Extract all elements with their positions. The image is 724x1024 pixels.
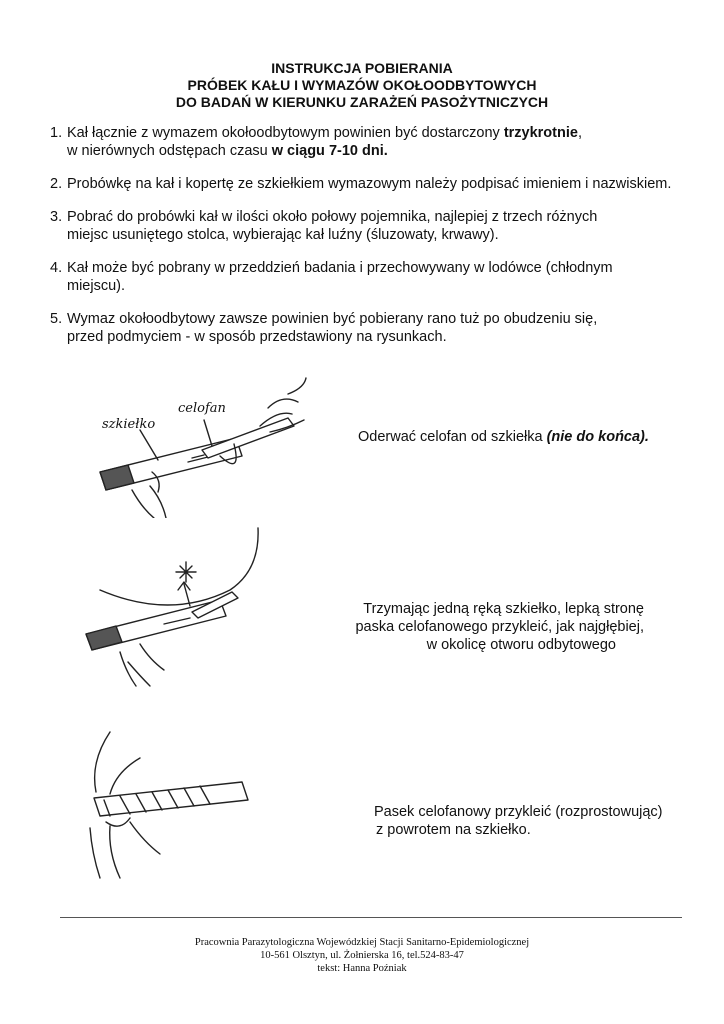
item-text: przed podmyciem - w sposób przedstawiony na rysunkach. <box>67 329 447 345</box>
instruction-item-2 <box>50 175 700 193</box>
item-text: Probówkę na kał i kopertę ze szkiełkiem wymazowym należy podpisać imieniem i nazwiskiem. <box>67 176 672 192</box>
label-cellophane: celofan <box>178 401 226 416</box>
label-glass: szkiełko <box>102 417 156 432</box>
caption-line: Pasek celofanowy przykleić (rozprostowując) <box>374 804 663 820</box>
title-line-2: PRÓBEK KAŁU I WYMAZÓW OKOŁOODBYTOWYCH <box>187 77 537 93</box>
item-number: 4. <box>50 260 63 276</box>
instruction-item-1 <box>50 124 700 160</box>
item-text: Kał może być pobrany w przeddzień badania i przechowywany w lodówce (chłodnym <box>67 260 613 276</box>
item-text: Pobrać do probówki kał w ilości około połowy pojemnika, najlepiej z trzech różnych <box>67 209 598 225</box>
footer-divider <box>60 917 682 918</box>
caption-text: Oderwać celofan od szkiełka <box>358 429 547 445</box>
illustration-apply-cellophane <box>80 520 270 690</box>
illustration-reattach-cellophane <box>70 722 260 882</box>
footer <box>0 936 724 975</box>
item-number: 5. <box>50 311 63 327</box>
caption-emphasis: (nie do końca). <box>546 429 649 445</box>
illustration-peel-cellophane <box>92 368 308 518</box>
item-emphasis: trzykrotnie <box>503 125 578 141</box>
item-text: miejsc usuniętego stolca, wybierając kał luźny (śluzowaty, krwawy). <box>67 227 499 243</box>
title-line-3: DO BADAŃ W KIERUNKU ZARAŻEŃ PASOŻYTNICZYCH <box>175 94 549 110</box>
footer-line-3: tekst: Hanna Poźniak <box>317 963 407 974</box>
item-number: 3. <box>50 209 63 225</box>
footer-line-2: 10-561 Olsztyn, ul. Żołnierska 16, tel.524-83-47 <box>260 950 464 961</box>
item-emphasis: w ciągu 7-10 dni. <box>271 143 388 159</box>
title-line-1: INSTRUKCJA POBIERANIA <box>271 60 453 76</box>
item-text: Kał łącznie z wymazem okołoodbytowym powinien być dostarczony <box>67 125 504 141</box>
instruction-item-4 <box>50 259 700 295</box>
item-number: 2. <box>50 176 63 192</box>
item-number: 1. <box>50 125 63 141</box>
instruction-list <box>50 124 700 361</box>
document-title <box>0 60 724 111</box>
caption-step-2 <box>284 600 644 654</box>
item-text: w nierównych odstępach czasu <box>67 143 272 159</box>
instruction-item-3 <box>50 208 700 244</box>
caption-line: Trzymając jedną ręką szkiełko, lepką stronę <box>363 601 644 617</box>
caption-step-3 <box>374 803 663 839</box>
caption-step-1 <box>358 428 649 446</box>
caption-line: w okolicę otworu odbytowego <box>426 637 616 653</box>
caption-line: paska celofanowego przykleić, jak najgłębiej, <box>355 619 644 635</box>
caption-line: z powrotem na szkiełko. <box>376 822 531 838</box>
footer-line-1: Pracownia Parazytologiczna Wojewódzkiej Stacji Sanitarno-Epidemiologicznej <box>194 937 530 948</box>
item-text: miejscu). <box>67 278 126 294</box>
instruction-item-5 <box>50 310 700 346</box>
item-text: Wymaz okołoodbytowy zawsze powinien być pobierany rano tuż po obudzeniu się, <box>67 311 598 327</box>
item-text: , <box>577 125 582 141</box>
